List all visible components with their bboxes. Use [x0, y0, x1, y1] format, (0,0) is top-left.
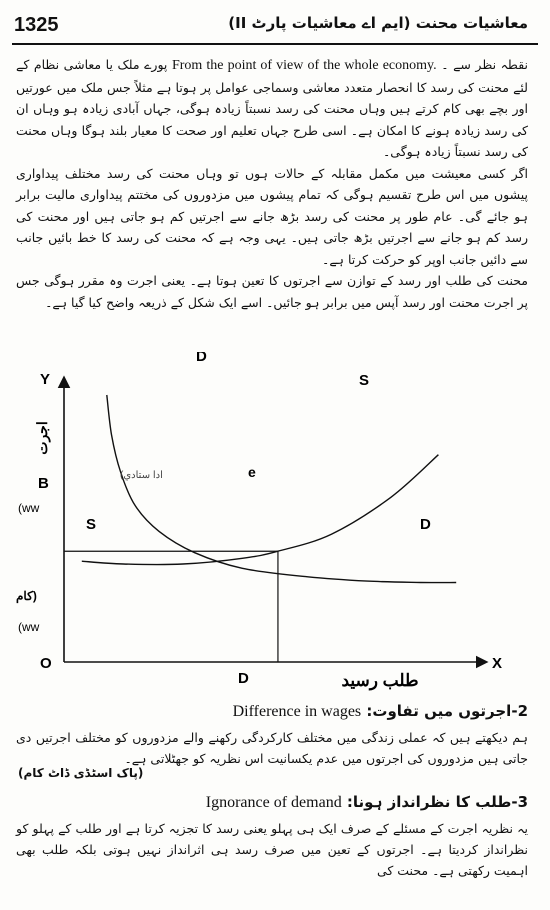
paragraph-1-label: نقطہ نظر سے ۔	[441, 57, 528, 72]
section-3-title: طلب کا نظرانداز ہونا:	[346, 793, 512, 811]
x-axis-label: طلب رسید	[341, 671, 419, 690]
wage-equilibrium-chart	[0, 352, 550, 697]
inline-watermark: (ادا ستادي	[120, 470, 163, 481]
paragraph-1	[16, 54, 528, 163]
watermark: (پاک اسٹڈی ڈاٹ کام)	[18, 766, 144, 780]
supply-label-end: S	[359, 372, 370, 389]
section-3-number: 3-	[511, 793, 528, 811]
y-axis-label: اجرت	[34, 421, 50, 455]
running-title: معاشیات محنت (ایم اے معاشیات پارٹ II)	[228, 14, 528, 32]
section-2-number: 2-	[511, 702, 528, 720]
section-3-heading	[16, 793, 528, 812]
quantity-label: D	[238, 670, 249, 687]
wage-level-label: B	[38, 475, 49, 492]
supply-label-start: S	[86, 516, 97, 533]
section-2-title: اجرتوں میں تفاوت:	[366, 702, 512, 720]
y-axis-letter: Y	[40, 371, 51, 388]
demand-label-top: D	[196, 352, 207, 365]
demand-curve	[107, 395, 456, 583]
paragraph-1-text: پورے ملک یا معاشی نظام کے لئے محنت کی رسد کا انحصار متعدد معاشی وسماجی عوامل پر ہوتا ہے مثلاً جس ملک میں عورتیں اور بچے بھی کام کرتے ہیں وہاں محنت کی رسد نسبتاً زیادہ ہوگی، جہاں آبادی زیادہ ہو وہاں ان کی رسد زیادہ ہونے کا امکان ہے۔ اسی طرح جہاں تعلیم اور صحت کا معیار بلند ہوگا وہاں محنت کی رسد نسبتاً زیادہ ہوگی۔	[16, 57, 528, 159]
header-rule	[12, 43, 538, 45]
paragraph-2: اگر کسی معیشت میں مکمل مقابلہ کے حالات ہوں تو وہاں محنت کی رسد مختلف پیداواری پیشوں میں اس طرح تقسیم ہوگی کہ تمام پیشوں میں مزدوروں کی مختتم پیداواری مالیت برابر ہو جائے گی۔ عام طور پر محنت کی رسد بڑھ جانے سے اجرتیں کم ہو جاتی ہیں اور محنت کی رسد کم ہو جانے سے اجرتیں بڑھ جاتی ہیں۔ یہی وجہ ہے کہ محنت کی رسد کا خط بائیں جانب سے دائیں جانب اوپر کو حرکت کرتا ہے۔	[16, 165, 528, 267]
origin-label: O	[40, 655, 52, 672]
english-phrase: From the point of view of the whole economy.	[171, 58, 437, 73]
margin-fragment-3: (ww	[18, 620, 40, 634]
margin-fragment-2: کام)	[16, 589, 37, 603]
section-2-heading	[16, 702, 528, 721]
section-2-text: ہم دیکھتے ہیں کہ عملی زندگی میں مختلف کارکردگی رکھنے والے مزدوروں کو مختلف اجرتیں دی جاتی ہیں مزدوروں کی اجرتوں میں عدم یکسانیت اس نظریہ کو جھٹلاتی ہے۔	[16, 730, 528, 766]
paragraph-3: محنت کی طلب اور رسد کے توازن سے اجرتوں کا تعین ہوتا ہے۔ یعنی اجرت وہ مقرر ہوگی جس پر اجرت محنت اور رسد آپس میں برابر ہو جائیں۔ اسے ایک شکل کے ذریعہ واضح کیا گیا ہے۔	[16, 273, 528, 310]
x-axis-letter: X	[492, 655, 503, 672]
section-2-english-title: Difference in wages	[232, 703, 362, 720]
demand-label-end: D	[420, 516, 431, 533]
page-number: 1325	[14, 14, 59, 36]
section-3-english-title: Ignorance of demand	[205, 794, 342, 811]
body-text	[16, 54, 528, 313]
section-3-text: یہ نظریہ اجرت کے مسئلے کے صرف ایک ہی پہلو یعنی رسد کا تجزیہ کرتا ہے اور طلب کے پہلو کو نظرانداز کردیتا ہے۔ اجرتوں کے تعین میں صرف رسد ہی اثرانداز نہیں ہوتی بلکہ طلب بھی اہمیت رکھتی ہے۔ محنت کی	[16, 821, 528, 878]
margin-fragment-1: (ww	[18, 501, 40, 515]
equilibrium-label: e	[248, 464, 256, 480]
